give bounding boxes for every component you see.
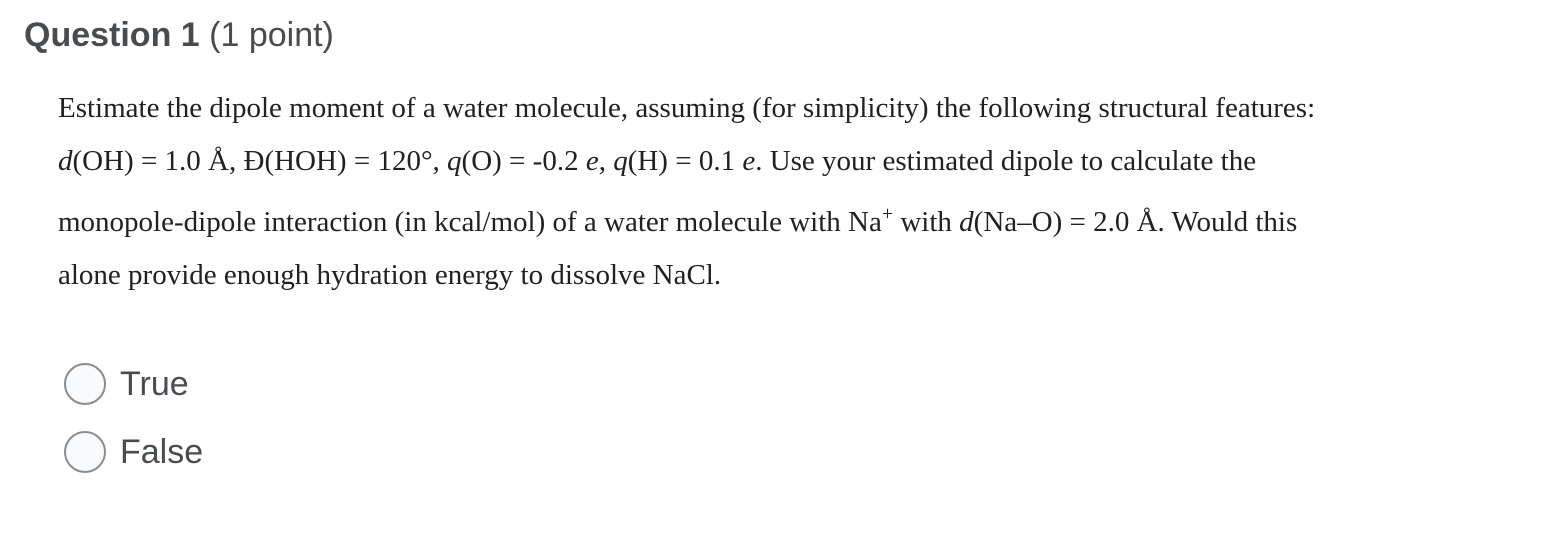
question-header	[24, 12, 334, 58]
elementary-charge-unit: e	[585, 145, 599, 177]
interaction-text: monopole-dipole interaction (in kcal/mol) of a water molecule with Na	[58, 206, 882, 238]
option-true[interactable]	[64, 362, 203, 406]
distance-variable: d	[959, 206, 974, 238]
radio-button-false[interactable]	[64, 431, 106, 473]
answer-options	[64, 362, 203, 498]
oh-distance-angle: (OH) = 1.0 Å, Đ(HOH) = 120°,	[72, 145, 448, 177]
charge-variable-h: q	[613, 145, 628, 177]
oxygen-charge: (O) = -0.2	[461, 145, 586, 177]
na-o-distance-text: (Na–O) = 2.0 Å. Would this	[973, 206, 1298, 238]
instruction-text: . Use your estimated dipole to calculate the	[755, 145, 1257, 177]
hydrogen-charge: (H) = 0.1	[627, 145, 743, 177]
cation-charge-superscript: +	[881, 203, 894, 225]
question-text-line-4: alone provide enough hydration energy to dissolve NaCl.	[58, 259, 722, 291]
question-title: Question 1	[24, 16, 200, 54]
with-text: with	[893, 206, 960, 238]
option-false[interactable]	[64, 430, 203, 474]
question-text-line-3	[58, 203, 1298, 239]
elementary-charge-unit: e	[742, 145, 756, 177]
separator: ,	[598, 145, 614, 177]
distance-variable: d	[58, 145, 73, 177]
question-points: (1 point)	[209, 16, 334, 54]
option-label-false[interactable]: False	[120, 433, 204, 471]
option-label-true[interactable]: True	[120, 365, 189, 403]
radio-button-true[interactable]	[64, 363, 106, 405]
question-text-line-2	[58, 145, 1256, 178]
question-text-line-1: Estimate the dipole moment of a water molecule, assuming (for simplicity) the following structural features:	[58, 92, 1316, 124]
charge-variable-o: q	[447, 145, 462, 177]
